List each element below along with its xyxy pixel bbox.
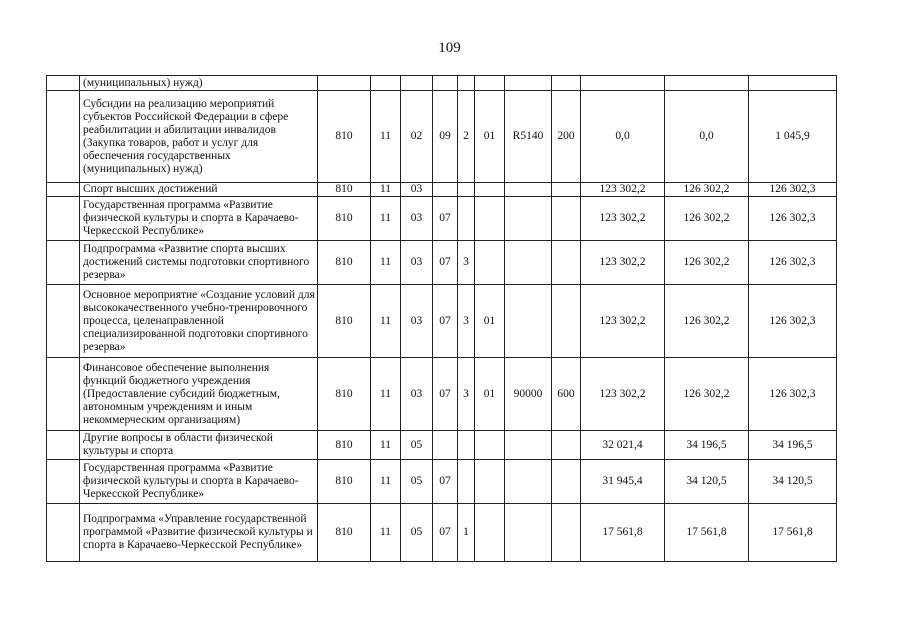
subsection-code-cell: 03 — [401, 285, 433, 358]
admin-code-cell: 810 — [318, 358, 371, 431]
amount-year2-cell: 34 120,5 — [665, 460, 749, 504]
program-code-cell: 09 — [433, 91, 458, 183]
budget-table — [46, 75, 837, 562]
subsection-code-cell: 03 — [401, 197, 433, 241]
expense-type-code-cell — [552, 504, 581, 562]
subprogram-code-cell — [458, 197, 475, 241]
admin-code-cell: 810 — [318, 183, 371, 197]
row-marker-cell — [47, 76, 80, 91]
section-code-cell — [371, 76, 401, 91]
direction-code-cell — [505, 197, 552, 241]
direction-code-cell — [505, 241, 552, 285]
admin-code-cell — [318, 76, 371, 91]
main-event-code-cell — [475, 241, 505, 285]
row-marker-cell — [47, 91, 80, 183]
subsection-code-cell — [401, 76, 433, 91]
section-code-cell: 11 — [371, 183, 401, 197]
amount-year2-cell: 17 561,8 — [665, 504, 749, 562]
section-code-cell: 11 — [371, 241, 401, 285]
subprogram-code-cell — [458, 183, 475, 197]
direction-code-cell — [505, 460, 552, 504]
section-code-cell: 11 — [371, 504, 401, 562]
table-row — [47, 285, 837, 358]
subsection-code-cell: 05 — [401, 460, 433, 504]
subprogram-code-cell — [458, 76, 475, 91]
row-marker-cell — [47, 358, 80, 431]
section-code-cell: 11 — [371, 358, 401, 431]
subsection-code-cell: 05 — [401, 431, 433, 460]
row-marker-cell — [47, 197, 80, 241]
subprogram-code-cell: 3 — [458, 285, 475, 358]
program-code-cell: 07 — [433, 285, 458, 358]
program-code-cell — [433, 76, 458, 91]
table-row — [47, 241, 837, 285]
row-name-cell: Подпрограмма «Управление государственной программой «Развитие физической культуры и спорта в Карачаево-Черкесской Республике» — [80, 504, 318, 562]
row-name-cell: Другие вопросы в области физической культуры и спорта — [80, 431, 318, 460]
main-event-code-cell — [475, 197, 505, 241]
main-event-code-cell: 01 — [475, 285, 505, 358]
table-row — [47, 460, 837, 504]
section-code-cell: 11 — [371, 285, 401, 358]
subsection-code-cell: 03 — [401, 358, 433, 431]
amount-year1-cell: 32 021,4 — [581, 431, 665, 460]
main-event-code-cell — [475, 504, 505, 562]
program-code-cell: 07 — [433, 358, 458, 431]
row-marker-cell — [47, 183, 80, 197]
admin-code-cell: 810 — [318, 197, 371, 241]
table-row — [47, 183, 837, 197]
expense-type-code-cell: 200 — [552, 91, 581, 183]
table-row — [47, 197, 837, 241]
expense-type-code-cell — [552, 183, 581, 197]
row-marker-cell — [47, 431, 80, 460]
amount-year3-cell: 126 302,3 — [749, 197, 837, 241]
subsection-code-cell: 05 — [401, 504, 433, 562]
subprogram-code-cell: 3 — [458, 241, 475, 285]
amount-year1-cell: 31 945,4 — [581, 460, 665, 504]
direction-code-cell — [505, 285, 552, 358]
subsection-code-cell: 03 — [401, 183, 433, 197]
expense-type-code-cell — [552, 285, 581, 358]
amount-year3-cell: 34 196,5 — [749, 431, 837, 460]
main-event-code-cell — [475, 183, 505, 197]
direction-code-cell — [505, 76, 552, 91]
expense-type-code-cell — [552, 241, 581, 285]
main-event-code-cell: 01 — [475, 91, 505, 183]
table-row — [47, 358, 837, 431]
table-row — [47, 431, 837, 460]
row-name-cell: Государственная программа «Развитие физической культуры и спорта в Карачаево-Черкесской Республике» — [80, 197, 318, 241]
table-row — [47, 91, 837, 183]
row-name-cell: Подпрограмма «Развитие спорта высших достижений системы подготовки спортивного резерва» — [80, 241, 318, 285]
amount-year3-cell: 34 120,5 — [749, 460, 837, 504]
main-event-code-cell — [475, 76, 505, 91]
page-number: 109 — [438, 40, 461, 56]
subprogram-code-cell: 1 — [458, 504, 475, 562]
amount-year3-cell: 126 302,3 — [749, 183, 837, 197]
amount-year1-cell: 17 561,8 — [581, 504, 665, 562]
table-row — [47, 504, 837, 562]
direction-code-cell: 90000 — [505, 358, 552, 431]
admin-code-cell: 810 — [318, 285, 371, 358]
subprogram-code-cell: 3 — [458, 358, 475, 431]
table-row — [47, 76, 837, 91]
amount-year2-cell: 126 302,2 — [665, 358, 749, 431]
amount-year1-cell: 123 302,2 — [581, 183, 665, 197]
expense-type-code-cell — [552, 431, 581, 460]
admin-code-cell: 810 — [318, 241, 371, 285]
amount-year1-cell: 123 302,2 — [581, 358, 665, 431]
subprogram-code-cell — [458, 431, 475, 460]
amount-year1-cell: 123 302,2 — [581, 285, 665, 358]
subsection-code-cell: 03 — [401, 241, 433, 285]
amount-year2-cell: 126 302,2 — [665, 241, 749, 285]
amount-year1-cell: 123 302,2 — [581, 197, 665, 241]
main-event-code-cell: 01 — [475, 358, 505, 431]
row-name-cell: (муниципальных) нужд) — [80, 76, 318, 91]
amount-year3-cell: 1 045,9 — [749, 91, 837, 183]
amount-year2-cell: 34 196,5 — [665, 431, 749, 460]
amount-year1-cell — [581, 76, 665, 91]
amount-year2-cell: 126 302,2 — [665, 183, 749, 197]
main-event-code-cell — [475, 460, 505, 504]
amount-year3-cell — [749, 76, 837, 91]
admin-code-cell: 810 — [318, 431, 371, 460]
row-marker-cell — [47, 460, 80, 504]
direction-code-cell: R5140 — [505, 91, 552, 183]
amount-year3-cell: 126 302,3 — [749, 285, 837, 358]
program-code-cell: 07 — [433, 197, 458, 241]
admin-code-cell: 810 — [318, 91, 371, 183]
row-name-cell: Государственная программа «Развитие физической культуры и спорта в Карачаево-Черкесской Республике» — [80, 460, 318, 504]
expense-type-code-cell — [552, 76, 581, 91]
program-code-cell: 07 — [433, 504, 458, 562]
amount-year3-cell: 126 302,3 — [749, 241, 837, 285]
amount-year3-cell: 17 561,8 — [749, 504, 837, 562]
section-code-cell: 11 — [371, 460, 401, 504]
row-name-cell: Спорт высших достижений — [80, 183, 318, 197]
expense-type-code-cell: 600 — [552, 358, 581, 431]
expense-type-code-cell — [552, 460, 581, 504]
expense-type-code-cell — [552, 197, 581, 241]
row-name-cell: Основное мероприятие «Создание условий для высококачественного учебно-тренировочного процесса, целенаправленной специализированной подготовки спортивного резерва» — [80, 285, 318, 358]
amount-year2-cell: 126 302,2 — [665, 285, 749, 358]
amount-year2-cell: 0,0 — [665, 91, 749, 183]
subprogram-code-cell — [458, 460, 475, 504]
amount-year1-cell: 123 302,2 — [581, 241, 665, 285]
section-code-cell: 11 — [371, 91, 401, 183]
admin-code-cell: 810 — [318, 504, 371, 562]
program-code-cell — [433, 183, 458, 197]
section-code-cell: 11 — [371, 197, 401, 241]
admin-code-cell: 810 — [318, 460, 371, 504]
direction-code-cell — [505, 431, 552, 460]
row-name-cell: Субсидии на реализацию мероприятий субъектов Российской Федерации в сфере реабилитации и абилитации инвалидов (Закупка товаров, работ и услуг для обеспечения государственных (муниципальных) нужд) — [80, 91, 318, 183]
row-name-cell: Финансовое обеспечение выполнения функций бюджетного учреждения (Предоставление субсидий бюджетным, автономным учреждениям и иным некоммерческим организациям) — [80, 358, 318, 431]
amount-year1-cell: 0,0 — [581, 91, 665, 183]
program-code-cell — [433, 431, 458, 460]
direction-code-cell — [505, 504, 552, 562]
direction-code-cell — [505, 183, 552, 197]
amount-year3-cell: 126 302,3 — [749, 358, 837, 431]
subsection-code-cell: 02 — [401, 91, 433, 183]
amount-year2-cell — [665, 76, 749, 91]
row-marker-cell — [47, 285, 80, 358]
amount-year2-cell: 126 302,2 — [665, 197, 749, 241]
row-marker-cell — [47, 504, 80, 562]
program-code-cell: 07 — [433, 241, 458, 285]
program-code-cell: 07 — [433, 460, 458, 504]
section-code-cell: 11 — [371, 431, 401, 460]
row-marker-cell — [47, 241, 80, 285]
subprogram-code-cell: 2 — [458, 91, 475, 183]
main-event-code-cell — [475, 431, 505, 460]
